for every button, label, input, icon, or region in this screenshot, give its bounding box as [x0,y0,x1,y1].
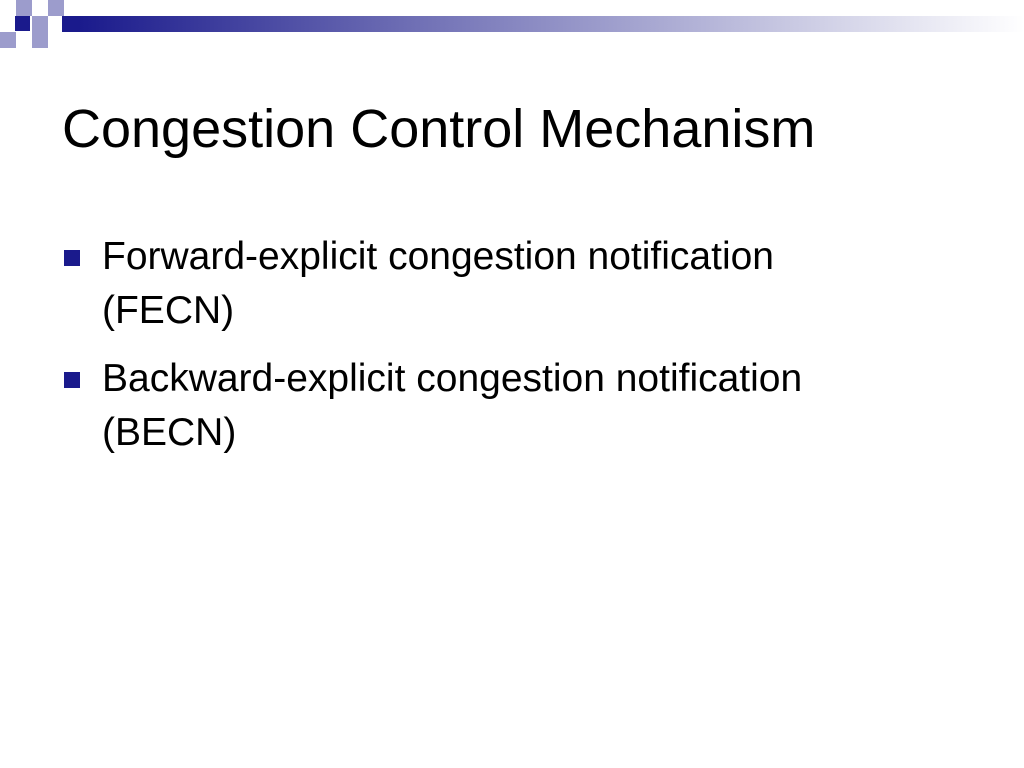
square-bullet-icon [64,250,80,266]
bullet-text-line: Backward-explicit congestion notification [102,357,803,400]
bullet-list [62,230,962,474]
square-bullet-icon [64,372,80,388]
bullet-text-line: (BECN) [102,411,237,454]
decorative-header-bar [0,0,1024,48]
bullet-text-line: Forward-explicit congestion notification [102,235,774,278]
bullet-item-fecn [62,230,962,338]
bullet-text-line: (FECN) [102,289,235,332]
slide-title: Congestion Control Mechanism [62,99,816,159]
checker-gradient-graphic [0,0,1024,48]
bullet-item-becn [62,352,962,460]
